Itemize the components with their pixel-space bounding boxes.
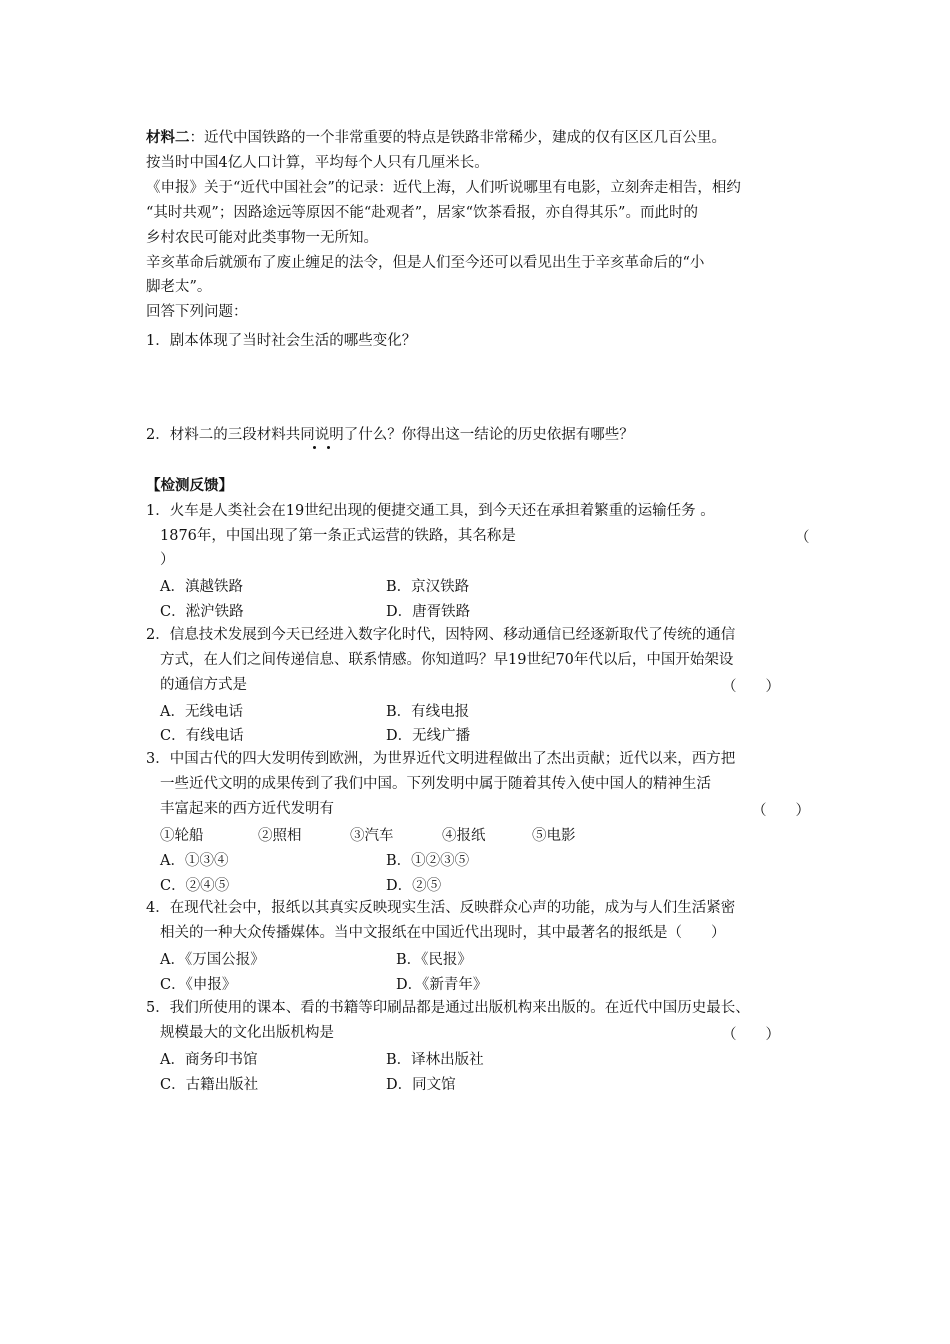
q1-paren-close: ） xyxy=(160,552,175,568)
q2-line3: 的通信方式是 xyxy=(160,677,247,693)
q3-line3: 丰富起来的西方近代发明有 xyxy=(160,801,334,817)
feedback-title: 【检测反馈】 xyxy=(146,477,233,494)
q3-option-d: D．②⑤ xyxy=(386,878,442,894)
q1-option-b: B．京汉铁路 xyxy=(386,579,470,595)
material2-line3: 《申报》关于“近代中国社会”的记录：近代上海，人们听说哪里有电影，立刻奔走相告，相约 xyxy=(146,180,741,196)
material2-line7: 脚老太”。 xyxy=(146,279,212,295)
q5-option-c: C．古籍出版社 xyxy=(160,1077,259,1093)
q3-item: ④报纸 xyxy=(442,828,486,844)
q2-option-c: C．有线电话 xyxy=(160,728,244,744)
q1-option-c: C．淞沪铁路 xyxy=(160,604,244,620)
q1-option-a: A．滇越铁路 xyxy=(160,579,243,595)
q3-option-b: B．①②③⑤ xyxy=(386,853,470,869)
material2-line1-text: ：近代中国铁路的一个非常重要的特点是铁路非常稀少，建成的仅有区区几百公里。 xyxy=(189,130,726,146)
material2-line4: “其时共观”；因路途远等原因不能“赴观者”，居家“饮茶看报，亦自得其乐”。而此时的 xyxy=(146,205,698,221)
q5-line1: 5．我们所使用的课本、看的书籍等印刷品都是通过出版机构来出版的。在近代中国历史最长、 xyxy=(146,1000,750,1016)
q2-line2: 方式，在人们之间传递信息、联系情感。你知道吗？早19世纪70年代以后，中国开始架设 xyxy=(160,652,734,668)
q5-answer-paren: （ ） xyxy=(722,1027,780,1043)
q3-option-c: C．②④⑤ xyxy=(160,878,230,894)
q3-line1: 3．中国古代的四大发明传到欧洲，为世界近代文明进程做出了杰出贡献；近代以来，西方把 xyxy=(146,751,736,767)
q1-option-d: D．唐胥铁路 xyxy=(386,604,471,620)
material2-line6: 辛亥革命后就颁布了废止缠足的法令，但是人们至今还可以看见出生于辛亥革命后的“小 xyxy=(146,255,705,271)
emphasis-dot xyxy=(313,446,316,449)
q3-option-a: A．①③④ xyxy=(160,853,229,869)
q3-answer-paren: （ ） xyxy=(752,803,810,819)
q3-item: ②照相 xyxy=(258,828,302,844)
q2-line1: 2．信息技术发展到今天已经进入数字化时代，因特网、移动通信已经逐新取代了传统的通信 xyxy=(146,627,736,643)
q4-option-a: A．《万国公报》 xyxy=(160,952,265,968)
q3-item: ⑤电影 xyxy=(532,828,576,844)
q4-option-b: B．《民报》 xyxy=(396,952,472,968)
q2-option-d: D．无线广播 xyxy=(386,728,471,744)
q1-line1: 1．火车是人类社会在19世纪出现的便捷交通工具，到今天还在承担着繁重的运输任务 。 xyxy=(146,503,715,519)
q4-option-d: D．《新青年》 xyxy=(396,977,488,993)
q1-paren-open: （ xyxy=(795,530,810,546)
q4-line2: 相关的一种大众传播媒体。当中文报纸在中国近代出现时，其中最著名的报纸是（ ） xyxy=(160,925,726,941)
material2-line5: 乡村农民可能对此类事物一无所知。 xyxy=(146,230,378,246)
q5-line2: 规模最大的文化出版机构是 xyxy=(160,1025,334,1041)
question-2: 2．材料二的三段材料共同说明了什么？你得出这一结论的历史依据有哪些？ xyxy=(146,427,634,443)
q3-line2: 一些近代文明的成果传到了我们中国。下列发明中属于随着其传入使中国人的精神生活 xyxy=(160,776,711,792)
q4-line1: 4．在现代社会中，报纸以其真实反映现实生活、反映群众心声的功能，成为与人们生活紧密 xyxy=(146,900,736,916)
question-1: 1．剧本体现了当时社会生活的哪些变化？ xyxy=(146,333,417,349)
q1-line2: 1876年，中国出现了第一条正式运营的铁路，其名称是 xyxy=(160,528,516,544)
q4-option-c: C．《申报》 xyxy=(160,977,237,993)
emphasis-dot xyxy=(327,446,330,449)
q3-item: ①轮船 xyxy=(160,828,204,844)
answer-prompt: 回答下列问题： xyxy=(146,304,248,320)
material2-line1 xyxy=(146,128,726,148)
q2-answer-paren: （ ） xyxy=(722,679,780,695)
material2-line2: 按当时中国4亿人口计算，平均每个人只有几厘米长。 xyxy=(146,155,489,171)
q3-item: ③汽车 xyxy=(350,828,394,844)
q5-option-a: A．商务印书馆 xyxy=(160,1052,258,1068)
q5-option-d: D．同文馆 xyxy=(386,1077,456,1093)
material2-label: 材料二 xyxy=(146,129,190,146)
q5-option-b: B．译林出版社 xyxy=(386,1052,484,1068)
q2-option-b: B．有线电报 xyxy=(386,704,470,720)
q2-option-a: A．无线电话 xyxy=(160,704,243,720)
